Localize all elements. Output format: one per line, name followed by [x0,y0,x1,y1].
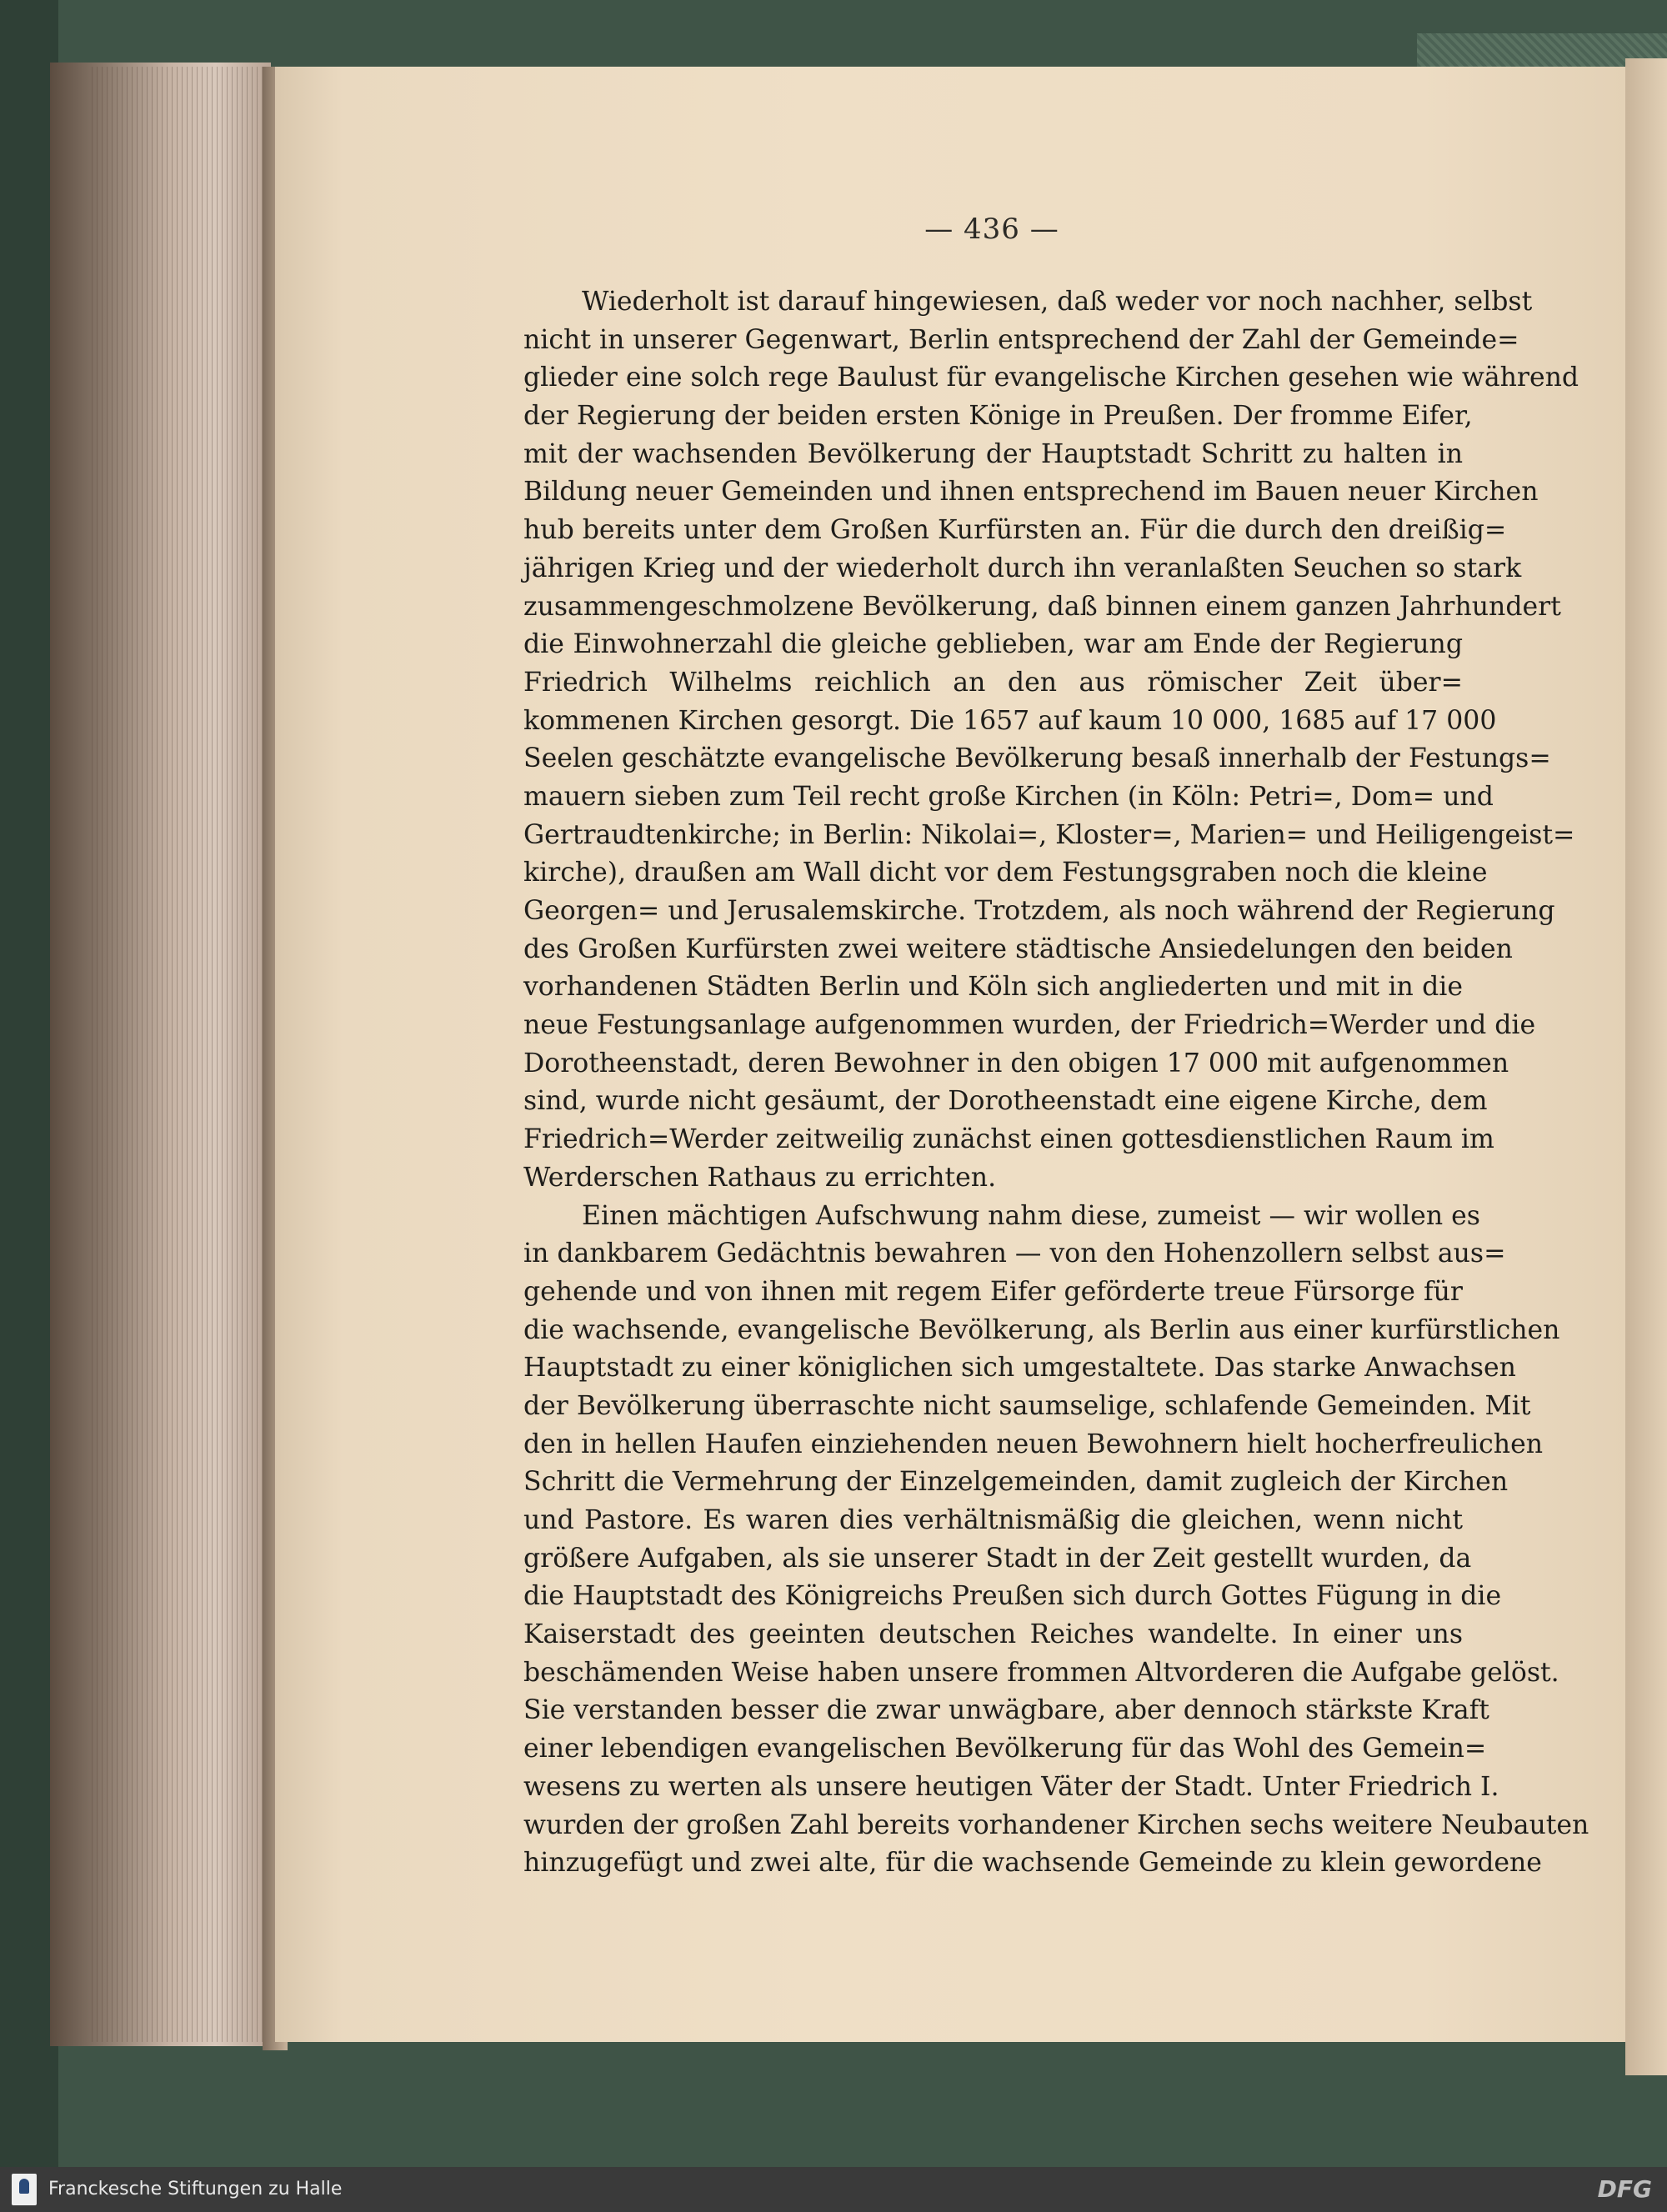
text-line: wurden der großen Zahl bereits vorhandener Kirchen sechs weitere Neubauten [523,1809,1589,1840]
text-line: Seelen geschätzte evangelische Bevölkerung besaß innerhalb der Festungs= [523,743,1551,774]
adjacent-page-edge [1625,58,1667,2075]
text-line: den in hellen Haufen einziehenden neuen Bewohnern hielt hocherfreulichen [523,1429,1544,1459]
footer-bar [0,2167,1667,2212]
text-line: Einen mächtigen Aufschwung nahm diese, zumeist — wir wollen es [582,1200,1480,1231]
text-line: einer lebendigen evangelischen Bevölkerung für das Wohl des Gemein= [523,1734,1487,1764]
page-edge-lines [92,67,263,2042]
text-line: zusammengeschmolzene Bevölkerung, daß binnen einem ganzen Jahrhundert [523,591,1561,622]
text-line: mauern sieben zum Teil recht große Kirchen (in Köln: Petri=, Dom= und [523,781,1494,812]
dfg-mark: DFG [1597,2175,1652,2203]
text-line: die Einwohnerzahl die gleiche geblieben, war am Ende der Regierung [523,629,1463,660]
text-line: die Hauptstadt des Königreichs Preußen sich durch Gottes Fügung in die [523,1581,1502,1612]
text-line: Kaiserstadt des geeinten deutschen Reiches wandelte. In einer uns [523,1619,1463,1650]
text-line: beschämenden Weise haben unsere frommen Altvorderen die Aufgabe gelöst. [523,1657,1559,1688]
text-line: vorhandenen Städten Berlin und Köln sich angliederten und mit in die [523,972,1463,1003]
text-line: nicht in unserer Gegenwart, Berlin entsprechend der Zahl der Gemeinde= [523,324,1519,355]
institution-name: Franckesche Stiftungen zu Halle [48,2179,343,2199]
text-line: wesens zu werten als unsere heutigen Väter der Stadt. Unter Friedrich I. [523,1771,1499,1802]
text-line: Bildung neuer Gemeinden und ihnen entsprechend im Bauen neuer Kirchen [523,477,1539,508]
text-line: Dorotheenstadt, deren Bewohner in den obigen 17 000 mit aufgenommen [523,1048,1509,1078]
text-line: Gertraudtenkirche; in Berlin: Nikolai=, Kloster=, Marien= und Heiligengeist= [523,819,1575,850]
text-line: der Bevölkerung überraschte nicht saumselige, schlafende Gemeinden. Mit [523,1390,1531,1421]
text-line: des Großen Kurfürsten zwei weitere städtische Ansiedelungen den beiden [523,933,1513,964]
text-line: kirche), draußen am Wall dicht vor dem Festungsgraben noch die kleine [523,858,1488,888]
text-line: und Pastore. Es waren dies verhältnismäßig die gleichen, wenn nicht [523,1505,1463,1535]
text-line: mit der wachsenden Bevölkerung der Hauptstadt Schritt zu halten in [523,438,1463,469]
text-line: in dankbarem Gedächtnis bewahren — von den Hohenzollern selbst aus= [523,1239,1506,1269]
text-line: Wiederholt ist darauf hingewiesen, daß weder vor noch nachher, selbst [582,287,1533,317]
text-line: Friedrich=Werder zeitweilig zunächst einen gottesdienstlichen Raum im [523,1124,1494,1155]
text-line: Friedrich Wilhelms reichlich an den aus römischer Zeit über= [523,667,1463,698]
text-line: größere Aufgaben, als sie unserer Stadt in der Zeit gestellt wurden, da [523,1543,1472,1574]
text-line: gehende und von ihnen mit regem Eifer geförderte treue Fürsorge für [523,1276,1463,1307]
institution-logo-icon [12,2174,37,2205]
text-line: Werderschen Rathaus zu errichten. [523,1162,997,1193]
text-line: hinzugefügt und zwei alte, für die wachsende Gemeinde zu klein gewordene [523,1848,1542,1879]
text-line: die wachsende, evangelische Bevölkerung, als Berlin aus einer kurfürstlichen [523,1314,1560,1345]
text-line: glieder eine solch rege Baulust für evangelische Kirchen gesehen wie während [523,363,1579,393]
body-text [523,283,1589,1883]
text-line: sind, wurde nicht gesäumt, der Dorotheenstadt eine eigene Kirche, dem [523,1086,1488,1117]
text-line: Georgen= und Jerusalemskirche. Trotzdem, als noch während der Regierung [523,896,1555,926]
text-line: hub bereits unter dem Großen Kurfürsten an. Für die durch den dreißig= [523,515,1507,546]
text-line: jährigen Krieg und der wiederholt durch ihn veranlaßten Seuchen so stark [523,553,1522,583]
text-line: Hauptstadt zu einer königlichen sich umgestaltete. Das starke Anwachsen [523,1353,1516,1384]
text-line: der Regierung der beiden ersten Könige in Preußen. Der fromme Eifer, [523,401,1473,432]
text-line: Sie verstanden besser die zwar unwägbare, aber dennoch stärkste Kraft [523,1695,1489,1726]
page-number: — 436 — [924,213,1059,246]
text-line: Schritt die Vermehrung der Einzelgemeinden, damit zugleich der Kirchen [523,1467,1509,1498]
text-line: kommenen Kirchen gesorgt. Die 1657 auf kaum 10 000, 1685 auf 17 000 [523,705,1497,736]
text-line: neue Festungsanlage aufgenommen wurden, der Friedrich=Werder und die [523,1010,1536,1041]
